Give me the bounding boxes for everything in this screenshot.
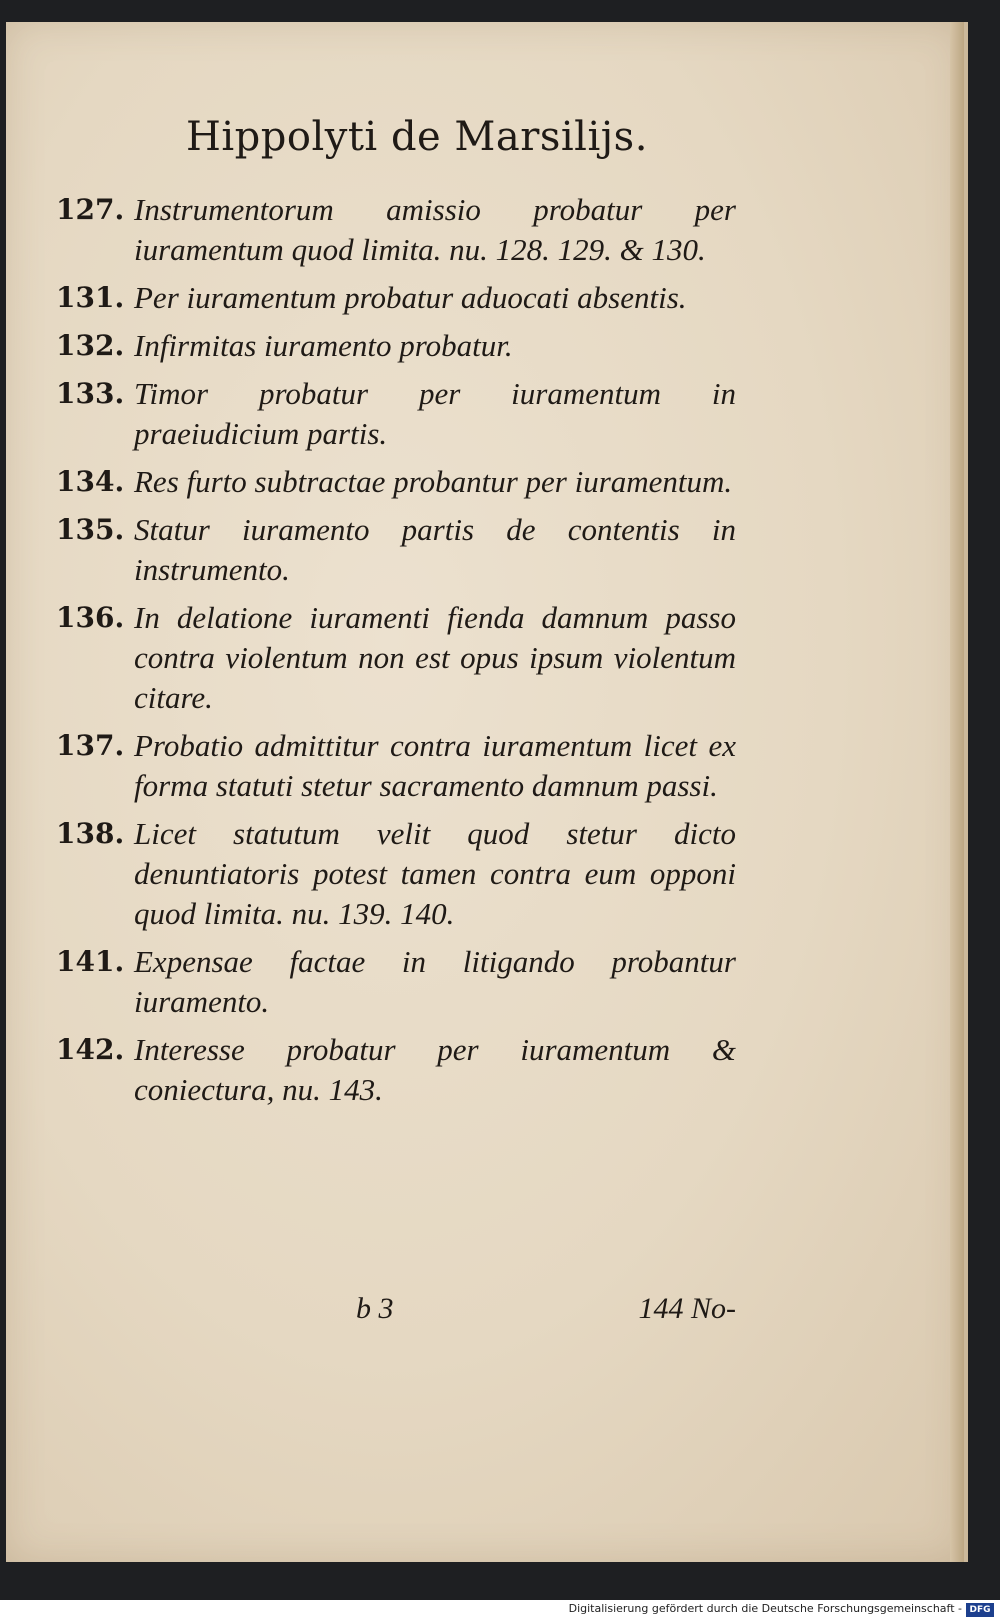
entry-number: 132. bbox=[56, 329, 125, 362]
digitization-credit: Digitalisierung gefördert durch die Deutsche Forschungsgemeinschaft - bbox=[568, 1602, 962, 1615]
index-entry bbox=[56, 726, 736, 806]
entry-text: Statur iuramento partis de contentis in instrumento. bbox=[134, 512, 736, 587]
index-entry bbox=[56, 278, 736, 318]
entry-number: 141. bbox=[56, 945, 125, 978]
entry-text: Timor probatur per iuramentum in praeiudicium partis. bbox=[134, 376, 736, 451]
entry-number: 136. bbox=[56, 601, 125, 634]
entry-number: 135. bbox=[56, 513, 125, 546]
index-entry bbox=[56, 814, 736, 934]
entry-text: Licet statutum velit quod stetur dicto denuntiatoris potest tamen contra eum opponi quod limita. nu. 139. 140. bbox=[134, 816, 736, 931]
index-entry bbox=[56, 598, 736, 718]
index-entry-list bbox=[56, 190, 736, 1118]
dfg-logo: DFG bbox=[966, 1603, 994, 1617]
index-entry bbox=[56, 190, 736, 270]
entry-number: 134. bbox=[56, 465, 125, 498]
entry-text: Interesse probatur per iuramentum & coniectura, nu. 143. bbox=[134, 1032, 736, 1107]
catchword: 144 No- bbox=[638, 1292, 736, 1325]
entry-number: 138. bbox=[56, 817, 125, 850]
page-footer bbox=[56, 1292, 736, 1336]
entry-text: Instrumentorum amissio probatur per iuramentum quod limita. nu. 128. 129. & 130. bbox=[134, 192, 736, 267]
entry-text: Probatio admittitur contra iuramentum licet ex forma statuti stetur sacramento damnum passi. bbox=[134, 728, 736, 803]
page-spine-edge bbox=[950, 22, 964, 1562]
entry-text: Per iuramentum probatur aduocati absentis. bbox=[134, 280, 687, 315]
entry-number: 137. bbox=[56, 729, 125, 762]
page-title: Hippolyti de Marsilijs. bbox=[186, 114, 648, 160]
signature-mark: b 3 bbox=[356, 1292, 394, 1325]
entry-number: 142. bbox=[56, 1033, 125, 1066]
entry-text: In delatione iuramenti fienda damnum passo contra violentum non est opus ipsum violentum citare. bbox=[134, 600, 736, 715]
entry-text: Infirmitas iuramento probatur. bbox=[134, 328, 513, 363]
index-entry bbox=[56, 462, 736, 502]
index-entry bbox=[56, 510, 736, 590]
entry-text: Expensae factae in litigando probantur iuramento. bbox=[134, 944, 736, 1019]
entry-number: 133. bbox=[56, 377, 125, 410]
index-entry bbox=[56, 374, 736, 454]
index-entry bbox=[56, 326, 736, 366]
book-page bbox=[6, 22, 968, 1562]
index-entry bbox=[56, 1030, 736, 1110]
credit-bar bbox=[0, 1600, 1000, 1620]
entry-number: 127. bbox=[56, 193, 125, 226]
entry-text: Res furto subtractae probantur per iuramentum. bbox=[134, 464, 733, 499]
entry-number: 131. bbox=[56, 281, 125, 314]
index-entry bbox=[56, 942, 736, 1022]
